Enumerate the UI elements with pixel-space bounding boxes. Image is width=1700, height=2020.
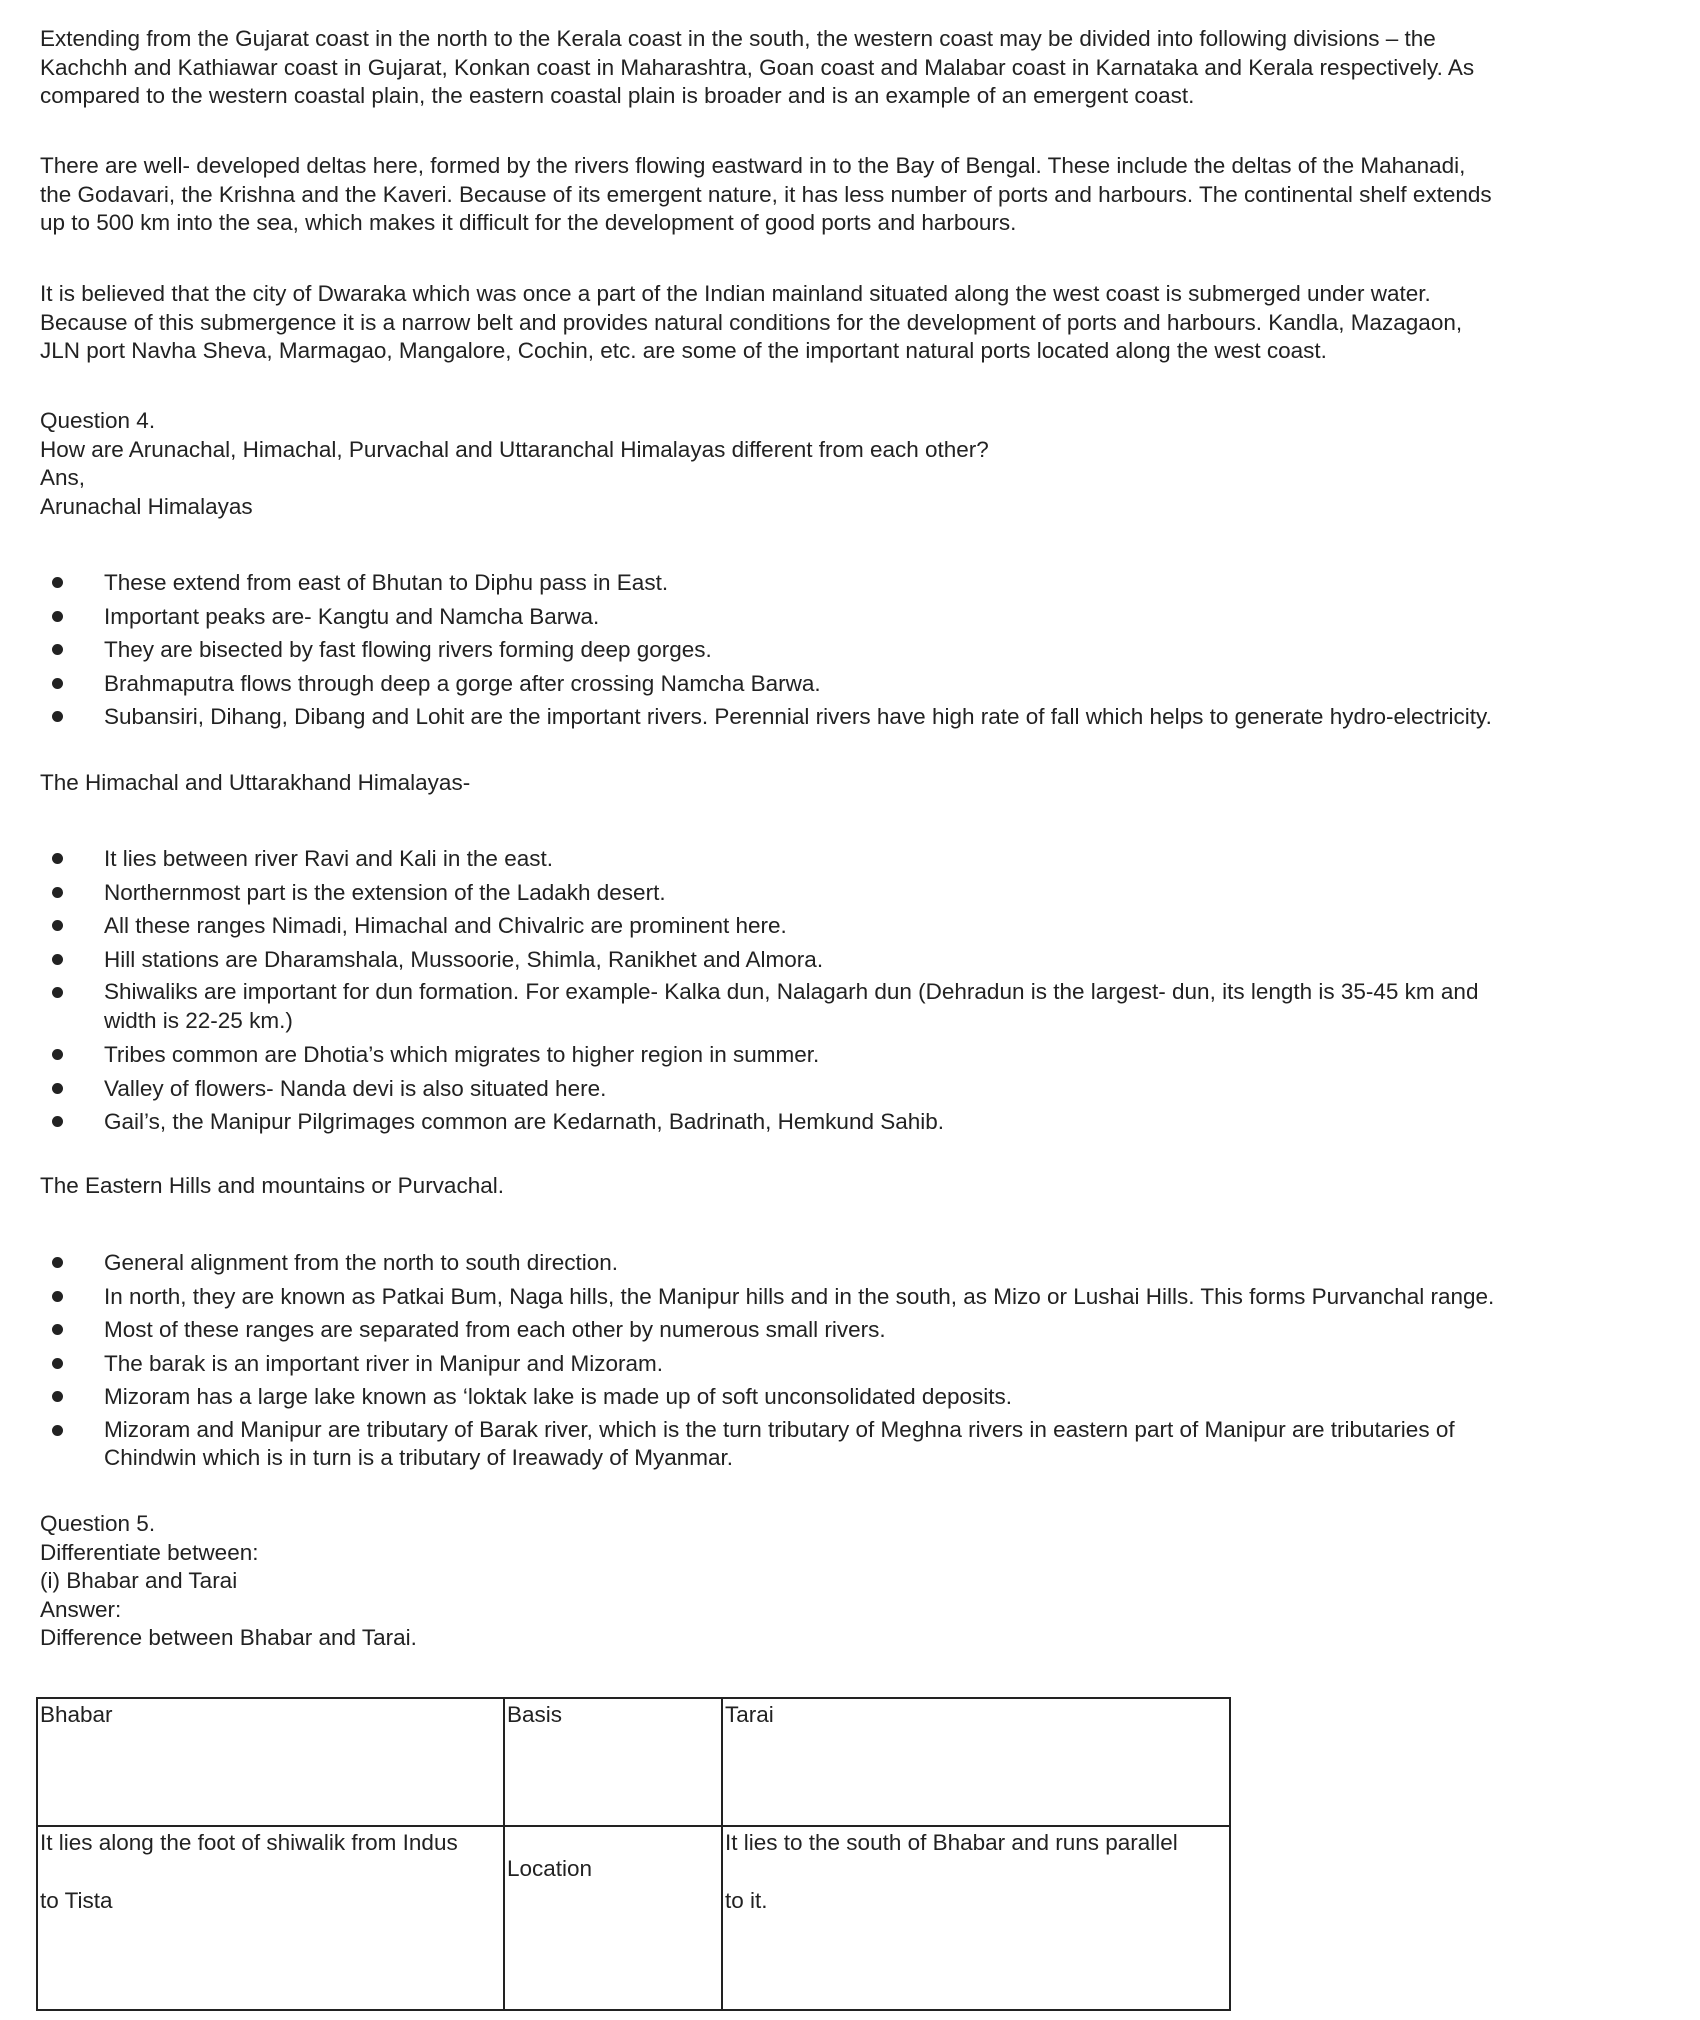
arunachal-list [0, 566, 1670, 734]
list-item: These extend from east of Bhutan to Diphu pass in East. [0, 566, 1670, 600]
paragraph-line: It is believed that the city of Dwaraka which was once a part of the Indian mainland situated along the west coast is submerged under water. [40, 281, 1431, 306]
cell-tarai-location [722, 1826, 1230, 2010]
question-prompt: Differentiate between: [40, 1539, 259, 1565]
bullet-icon [52, 1291, 63, 1302]
header-tarai: Tarai [722, 1698, 1230, 1826]
bullet-icon [52, 1324, 63, 1335]
paragraph-line: JLN port Navha Sheva, Marmagao, Mangalore, Cochin, etc. are some of the important natural ports located along the west coast. [40, 338, 1327, 363]
list-item: Shiwaliks are important for dun formation. For example- Kalka dun, Nalagarh dun (Dehradun is the largest- dun, its length is 35-45 km and width is 22-25 km.) [0, 976, 1670, 1038]
paragraph-line: compared to the western coastal plain, the eastern coastal plain is broader and is an example of an emergent coast. [40, 83, 1195, 108]
list-item: Valley of flowers- Nanda devi is also situated here. [0, 1072, 1670, 1106]
bullet-icon [52, 920, 63, 931]
list-item: In north, they are known as Patkai Bum, Naga hills, the Manipur hills and in the south, as Mizo or Lushai Hills. This forms Purvanchal range. [0, 1280, 1670, 1314]
question-text: How are Arunachal, Himachal, Purvachal and Uttaranchal Himalayas different from each other? [40, 436, 989, 462]
section-heading-himachal [40, 769, 1660, 798]
list-item: Northernmost part is the extension of the Ladakh desert. [0, 876, 1670, 910]
list-item: Tribes common are Dhotia’s which migrates to higher region in summer. [0, 1038, 1670, 1072]
section-heading-arunachal: Arunachal Himalayas [40, 493, 253, 519]
bullet-icon [52, 644, 63, 655]
paragraph-line: There are well- developed deltas here, formed by the rivers flowing eastward in to the Bay of Bengal. These include the deltas of the Mahanadi, [40, 153, 1466, 178]
paragraph-line: Extending from the Gujarat coast in the north to the Kerala coast in the south, the western coast may be divided into following divisions – the [40, 26, 1436, 51]
table-header-row [37, 1698, 1230, 1826]
list-item: Hill stations are Dharamshala, Mussoorie, Shimla, Ranikhet and Almora. [0, 943, 1670, 977]
list-item: All these ranges Nimadi, Himachal and Chivalric are prominent here. [0, 909, 1670, 943]
question-part: (i) Bhabar and Tarai [40, 1568, 238, 1593]
list-item: They are bisected by fast flowing rivers forming deep gorges. [0, 633, 1670, 667]
paragraph-eastern-deltas [40, 152, 1660, 238]
bullet-icon [52, 577, 63, 588]
cell-text: It lies along the foot of shiwalik from Indus [40, 1830, 458, 1855]
cell-basis-location [504, 1826, 722, 2010]
list-item: Mizoram has a large lake known as ‘loktak lake is made up of soft unconsolidated deposits. [0, 1380, 1670, 1414]
bullet-icon [52, 1257, 63, 1268]
bullet-icon [52, 1391, 63, 1402]
comparison-table [36, 1697, 1231, 2011]
answer-label: Answer: [40, 1596, 122, 1622]
bullet-icon [52, 1116, 63, 1127]
question-5-header [40, 1510, 1660, 1653]
list-item: Most of these ranges are separated from each other by numerous small rivers. [0, 1313, 1670, 1347]
cell-text: to Tista [40, 1888, 113, 1913]
bullet-icon [52, 987, 63, 998]
answer-intro: Difference between Bhabar and Tarai. [40, 1625, 417, 1650]
list-item: General alignment from the north to south direction. [0, 1246, 1670, 1280]
list-item: Subansiri, Dihang, Dibang and Lohit are the important rivers. Perennial rivers have high rate of fall which helps to generate hydro-electricity. [0, 700, 1670, 734]
paragraph-line: Because of this submergence it is a narrow belt and provides natural conditions for the development of ports and harbours. Kandla, Mazagaon, [40, 309, 1463, 335]
list-item: The barak is an important river in Manipur and Mizoram. [0, 1347, 1670, 1381]
list-item: Important peaks are- Kangtu and Namcha Barwa. [0, 600, 1670, 634]
list-item: Gail’s, the Manipur Pilgrimages common are Kedarnath, Badrinath, Hemkund Sahib. [0, 1105, 1670, 1139]
paragraph-dwaraka [40, 280, 1660, 366]
list-item: Mizoram and Manipur are tributary of Barak river, which is the turn tributary of Meghna rivers in eastern part of Manipur are tributaries of Chindwin which is in turn is a tributary of Ireawady of Myanmar. [0, 1414, 1670, 1476]
answer-label: Ans, [40, 465, 86, 490]
himachal-list [0, 842, 1670, 1139]
cell-text: It lies to the south of Bhabar and runs parallel [725, 1830, 1178, 1855]
cell-text: Location [507, 1856, 593, 1881]
bullet-icon [52, 611, 63, 622]
purvachal-list [0, 1246, 1670, 1476]
heading-text: The Himachal and Uttarakhand Himalayas- [40, 770, 471, 795]
list-item: It lies between river Ravi and Kali in the east. [0, 842, 1670, 876]
section-heading-purvachal [40, 1172, 1660, 1201]
bullet-icon [52, 1425, 63, 1436]
bullet-icon [52, 887, 63, 898]
heading-text: The Eastern Hills and mountains or Purvachal. [40, 1173, 504, 1198]
question-label: Question 4. [40, 408, 156, 433]
paragraph-line: up to 500 km into the sea, which makes it difficult for the development of good ports and harbours. [40, 210, 1017, 235]
paragraph-western-coast [40, 25, 1660, 111]
bullet-icon [52, 1049, 63, 1060]
table-row [37, 1826, 1230, 2010]
question-label: Question 5. [40, 1511, 156, 1536]
bullet-icon [52, 1083, 63, 1094]
bullet-icon [52, 1358, 63, 1369]
bullet-icon [52, 678, 63, 689]
bullet-icon [52, 954, 63, 965]
paragraph-line: Kachchh and Kathiawar coast in Gujarat, Konkan coast in Maharashtra, Goan coast and Malabar coast in Karnataka and Kerala respectively. As [40, 54, 1475, 80]
question-4-header [40, 407, 1660, 521]
header-bhabar: Bhabar [37, 1698, 504, 1826]
header-basis: Basis [504, 1698, 722, 1826]
paragraph-line: the Godavari, the Krishna and the Kaveri. Because of its emergent nature, it has less number of ports and harbours. The continental shelf extends [40, 181, 1492, 207]
bullet-icon [52, 711, 63, 722]
cell-bhabar-location [37, 1826, 504, 2010]
cell-text: to it. [725, 1888, 768, 1913]
list-item: Brahmaputra flows through deep a gorge after crossing Namcha Barwa. [0, 667, 1670, 701]
bullet-icon [52, 853, 63, 864]
